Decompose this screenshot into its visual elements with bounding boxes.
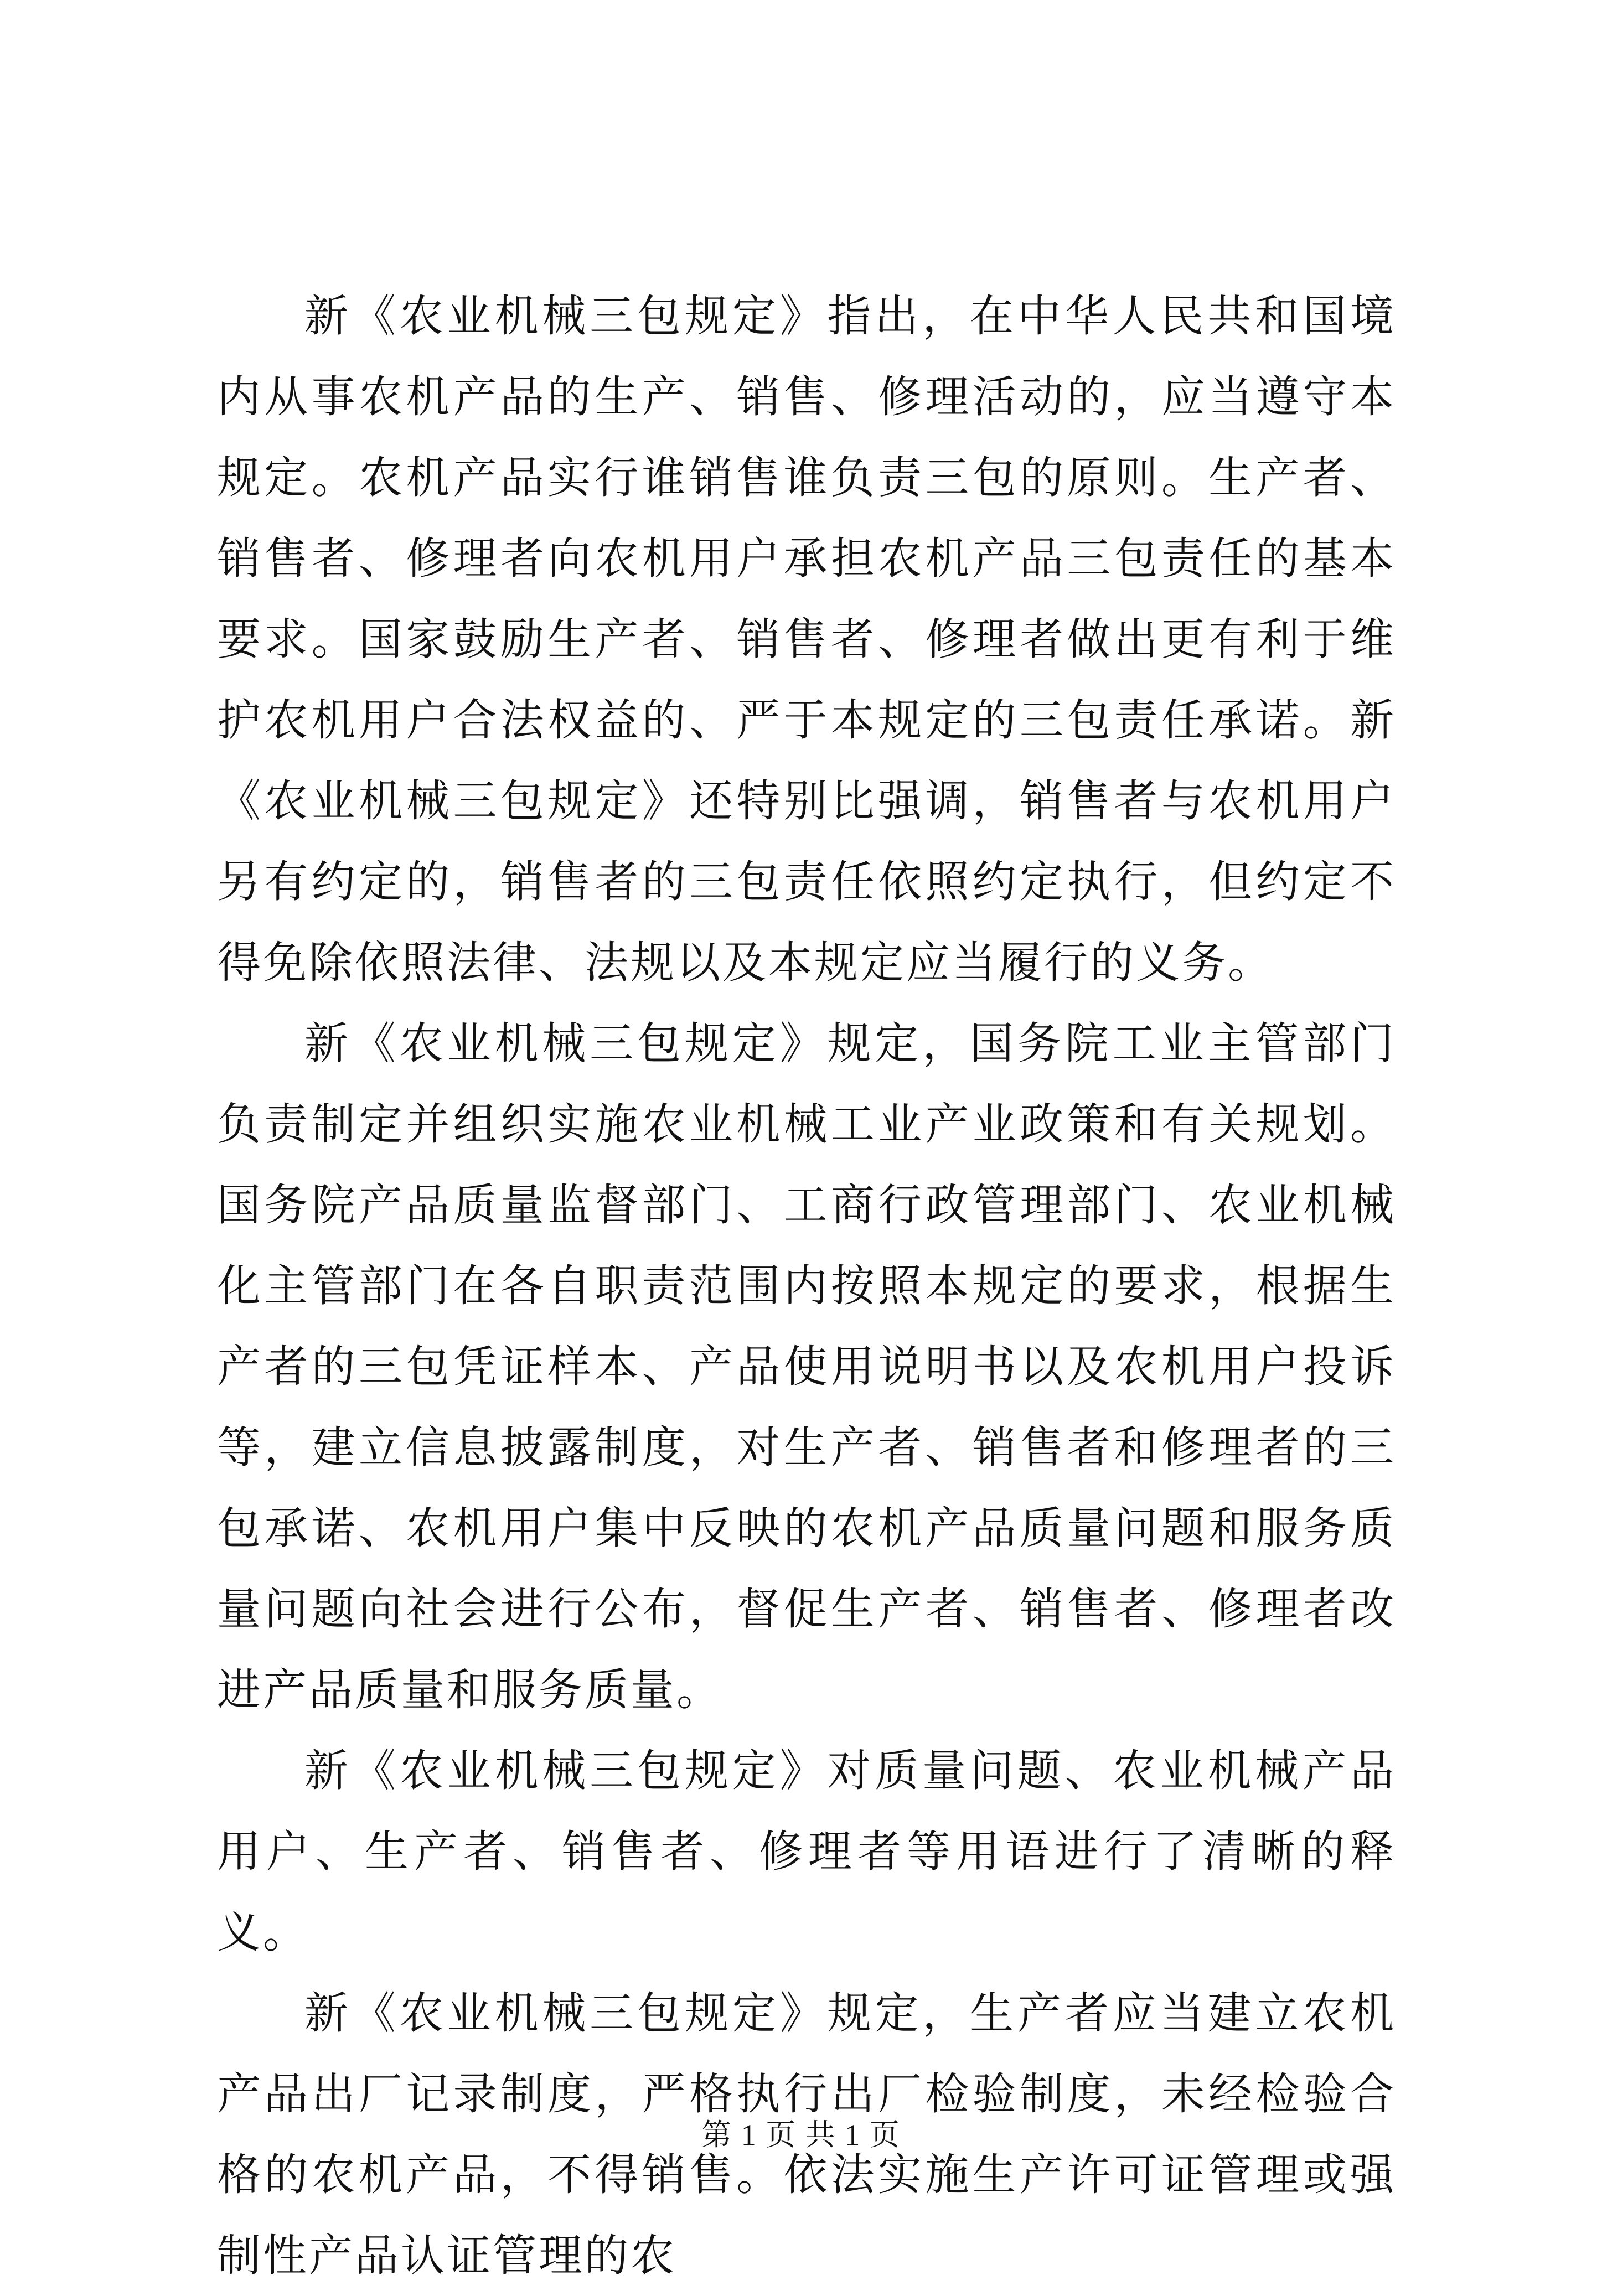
paragraph-2: 新《农业机械三包规定》规定，国务院工业主管部门负责制定并组织实施农业机械工业产业政策和有关规划。国务院产品质量监督部门、工商行政管理部门、农业机械化主管部门在各自职责范围内按照本规定的要求，根据生产者的三包凭证样本、产品使用说明书以及农机用户投诉等，建立信息披露制度，对生产者、销售者和修理者的三包承诺、农机用户集中反映的农机产品质量问题和服务质量问题向社会进行公布，督促生产者、销售者、修理者改进产品质量和服务质量。	[217, 1018, 1396, 1715]
paragraph-1: 新《农业机械三包规定》指出，在中华人民共和国境内从事农机产品的生产、销售、修理活动的，应当遵守本规定。农机产品实行谁销售谁负责三包的原则。生产者、销售者、修理者向农机用户承担农机产品三包责任的基本要求。国家鼓励生产者、销售者、修理者做出更有利于维护农机用户合法权益的、严于本规定的三包责任承诺。新《农业机械三包规定》还特别比强调，销售者与农机用户另有约定的，销售者的三包责任依照约定执行，但约定不得免除依照法律、法规以及本规定应当履行的义务。	[217, 291, 1396, 988]
document-body	[217, 276, 1396, 2296]
paragraph-4: 新《农业机械三包规定》规定，生产者应当建立农机产品出厂记录制度，严格执行出厂检验制度，未经检验合格的农机产品，不得销售。依法实施生产许可证管理或强制性产品认证管理的农	[217, 1988, 1396, 2281]
page-footer: 第 1 页 共 1 页	[701, 2118, 901, 2152]
paragraph-3: 新《农业机械三包规定》对质量问题、农业机械产品用户、生产者、销售者、修理者等用语进行了清晰的释义。	[217, 1745, 1396, 1958]
